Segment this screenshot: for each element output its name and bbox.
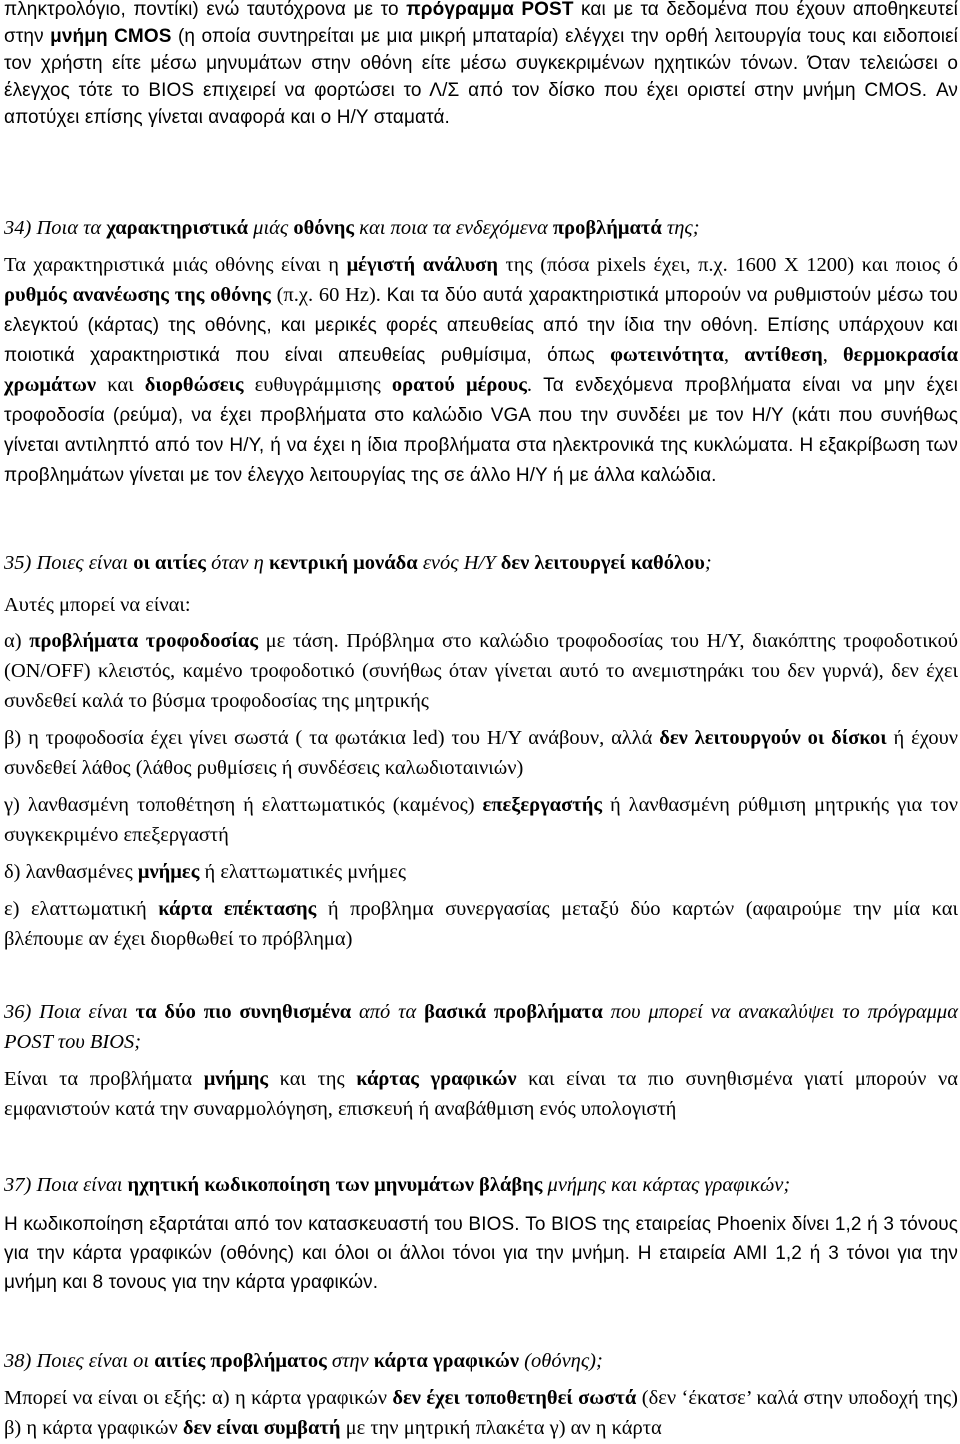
text-run: ενός Η/Υ xyxy=(417,552,501,574)
text-run: και είναι τα πιο συνηθισμένα γιατί μπορούν να εμφανιστούν κατά την συναρμολόγηση, επισκευή ή αναβάθμιση ενός υπολογιστή xyxy=(4,1068,958,1120)
answer-37 xyxy=(4,1210,958,1297)
answer-38 xyxy=(4,1383,958,1443)
text-run: πληκτρολόγιο, ποντίκι) ενώ ταυτόχρονα με το xyxy=(4,0,407,20)
bold-term: δεν είναι συμβατή xyxy=(182,1417,341,1439)
bold-term: προβλήματα τροφοδοσίας xyxy=(29,630,258,652)
bold-term: προβλήματά xyxy=(552,217,662,239)
text-run: , xyxy=(822,344,843,366)
text-run: Τα χαρακτηριστικά μιάς οθόνης είναι η xyxy=(4,254,347,276)
answer-36 xyxy=(4,1064,958,1124)
text-run: ή έχουν συνδεθεί λάθος (λάθος ρυθμίσεις ή συνδέσεις καλωδιοταινιών) xyxy=(4,727,959,779)
text-run: (δεν ‘έκατσε’ καλά στην υποδοχή της) β) η κάρτα γραφικών xyxy=(4,1387,958,1439)
text-run: (π.χ. 60 Hz). xyxy=(270,284,387,306)
text-run: Είναι τα προβλήματα xyxy=(4,1068,204,1090)
bold-term: χαρακτηριστικά xyxy=(106,217,249,239)
bold-term: οι αιτίες xyxy=(133,552,206,574)
text-run: ή λανθασμένη ρύθμιση μητρικής για τον συγκεκριμένο επεξεργαστή xyxy=(4,794,958,846)
text-run: Τα ενδεχόμενα προβλήματα είναι να μην έχει τροφοδοσία (ρεύμα), να έχει προβλήματα στο καλώδιο VGA που την συνδέει με τον Η/Υ (κάτι που συνήθως γίνεται αντιληπτό από τον Η/Υ, ή να έχει η ίδια προβλήματα στα ηλεκτρονικά της κυκλώματα. Η εξακρίβωση των προβλημάτων γίνεται με τον έλεγχο λειτουργίας της σε άλλο Η/Υ ή με άλλα καλώδια. xyxy=(4,375,958,486)
answer-35-item-d xyxy=(4,857,958,887)
text-run: μιάς xyxy=(248,217,294,239)
bold-term: ηχητική κωδικοποίηση των μηνυμάτων βλάβης xyxy=(127,1174,543,1196)
bold-term: μνήμες xyxy=(137,861,200,883)
text-run: και με τα δεδομένα που έχουν αποθηκευτεί στην xyxy=(4,0,959,47)
text-run: , xyxy=(723,344,745,366)
bold-term: μνήμης xyxy=(203,1068,269,1090)
text-run: α) xyxy=(4,630,30,652)
bold-term: αντίθεση xyxy=(744,344,823,366)
question-36 xyxy=(4,997,958,1057)
text-run: 36) Ποια είναι xyxy=(4,1001,136,1023)
bold-term: επεξεργαστής xyxy=(482,794,603,816)
text-run: ; xyxy=(704,552,712,574)
text-run: β) η τροφοδοσία έχει γίνει σωστά ( τα φωτάκια led) του Η/Υ ανάβουν, αλλά xyxy=(4,727,660,749)
text-run: και της xyxy=(268,1068,357,1090)
bold-term: δεν λειτουργεί καθόλου xyxy=(500,552,705,574)
text-run: Αυτές μπορεί να είναι: xyxy=(4,594,191,616)
bold-term: πρόγραμμα POST xyxy=(406,0,574,20)
text-run: δ) λανθασμένες xyxy=(4,861,138,883)
bold-term: κάρτα γραφικών xyxy=(373,1350,520,1372)
text-run: 38) Ποιες είναι οι xyxy=(4,1350,155,1372)
bold-term: δεν λειτουργούν οι δίσκοι xyxy=(659,727,887,749)
bold-term: τα δύο πιο συνηθισμένα xyxy=(135,1001,352,1023)
bold-term: μέγιστή ανάλυση xyxy=(346,254,498,276)
answer-35-item-c xyxy=(4,790,958,850)
answer-34 xyxy=(4,250,958,490)
bold-term: δεν έχει τοποθετηθεί σωστά xyxy=(392,1387,637,1409)
text-run: 34) Ποια τα xyxy=(4,217,107,239)
text-run: . xyxy=(526,374,544,396)
text-run: όταν η xyxy=(205,552,269,574)
text-run: και ποια τα ενδεχόμενα xyxy=(354,217,553,239)
text-run: 37) Ποια είναι xyxy=(4,1174,128,1196)
bold-term: μνήμη CMOS xyxy=(50,26,172,47)
answer-35-item-e xyxy=(4,894,958,954)
text-run: ε) ελαττωματική xyxy=(4,898,159,920)
text-run: (οθόνης); xyxy=(519,1350,603,1372)
text-run: Και τα δύο αυτά χαρακτηριστικά μπορούν να ρυθμιστούν μέσω του ελεγκτού (κάρτας) της οθόνης, και μερικές φορές απευθείας από την ίδια την οθόνη. Επίσης υπάρχουν και ποιοτικά χαρακτηριστικά που είναι απευθείας ρυθμίσιμα, όπως xyxy=(4,285,958,366)
text-run: 35) Ποιες είναι xyxy=(4,552,134,574)
text-run: ή ελαττωματικές μνήμες xyxy=(199,861,406,883)
answer-35-item-b xyxy=(4,723,958,783)
bold-term: φωτεινότητα xyxy=(610,344,724,366)
text-run: από τα xyxy=(351,1001,425,1023)
text-run: μνήμης και κάρτας γραφικών; xyxy=(542,1174,791,1196)
question-35 xyxy=(4,548,958,578)
bold-term: ρυθμός ανανέωσης της οθόνης xyxy=(4,284,271,306)
bold-term: αιτίες προβλήματος xyxy=(154,1350,327,1372)
question-37 xyxy=(4,1170,958,1200)
bold-term: κάρτας γραφικών xyxy=(356,1068,517,1090)
bold-term: θερμοκρασία χρωμάτων xyxy=(4,344,959,396)
text-run: με τάση. Πρόβλημα στο καλώδιο τροφοδοσίας του Η/Υ, διακόπτης τροφοδοτικού (ON/OFF) κλειστός, καμένο τροφοδοτικό (συνήθως όταν γίνεται αυτό το ανεμιστηράκι του δεν γυρνά), δεν έχει συνδεθεί καλά το βύσμα τροφοδοσίας της μητρικής xyxy=(4,630,958,712)
paragraph-bios-post-intro xyxy=(4,0,958,131)
answer-35-intro xyxy=(4,590,958,620)
text-run: Η κωδικοποίηση εξαρτάται από τον κατασκευαστή του BIOS. Το BIOS της εταιρείας Phoenix δίνει 1,2 ή 3 τόνους για την κάρτα γραφικών (οθόνης) και όλοι οι άλλοι τόνοι για την μνήμη. Η εταιρεία AMI 1,2 ή 3 τόνοι για την μνήμη και 8 τονους για την κάρτα γραφικών. xyxy=(4,1214,958,1293)
text-run: στην xyxy=(326,1350,374,1372)
bold-term: κάρτα επέκτασης xyxy=(158,898,317,920)
answer-35-item-a xyxy=(4,626,958,716)
bold-term: ορατού μέρους xyxy=(391,374,527,396)
text-run: που μπορεί να ανακαλύψει το πρόγραμμα POST του BIOS; xyxy=(4,1001,958,1053)
bold-term: βασικά προβλήματα xyxy=(424,1001,603,1023)
bold-term: οθόνης xyxy=(293,217,355,239)
text-run: με την μητρική πλακέτα γ) αν η κάρτα xyxy=(340,1417,662,1439)
text-run: ή προβλημα συνεργασίας μεταξύ δύο καρτών (αφαιρούμε την μία και βλέπουμε αν έχει διορθωθεί το πρόβλημα) xyxy=(4,898,958,950)
text-run: ευθυγράμμισης xyxy=(243,374,392,396)
text-run: (η οποία συντηρείται με μια μικρή μπαταρία) ελέγχει την ορθή λειτουργία τους και ειδοποιεί τον χρήστη είτε μέσω μηνυμάτων στην οθόνη είτε μέσω συγκεκριμένων ηχητικών τόνων. Όταν τελειώσει ο έλεγχος τότε το BIOS επιχειρεί να φορτώσει το Λ/Σ από τον δίσκο που έχει οριστεί στην μνήμη CMOS. Αν αποτύχει επίσης γίνεται αναφορά και ο Η/Υ σταματά. xyxy=(4,26,959,128)
text-run: και xyxy=(96,374,145,396)
bold-term: κεντρική μονάδα xyxy=(268,552,418,574)
text-run: της; xyxy=(661,217,700,239)
question-34 xyxy=(4,213,958,243)
bold-term: διορθώσεις xyxy=(144,374,244,396)
question-38 xyxy=(4,1346,958,1376)
text-run: Μπορεί να είναι οι εξής: α) η κάρτα γραφικών xyxy=(4,1387,393,1409)
text-run: γ) λανθασμένη τοποθέτηση ή ελαττωματικός (καμένος) xyxy=(4,794,483,816)
text-run: της (πόσα pixels έχει, π.χ. 1600 X 1200) και ποιος ό xyxy=(497,254,958,276)
